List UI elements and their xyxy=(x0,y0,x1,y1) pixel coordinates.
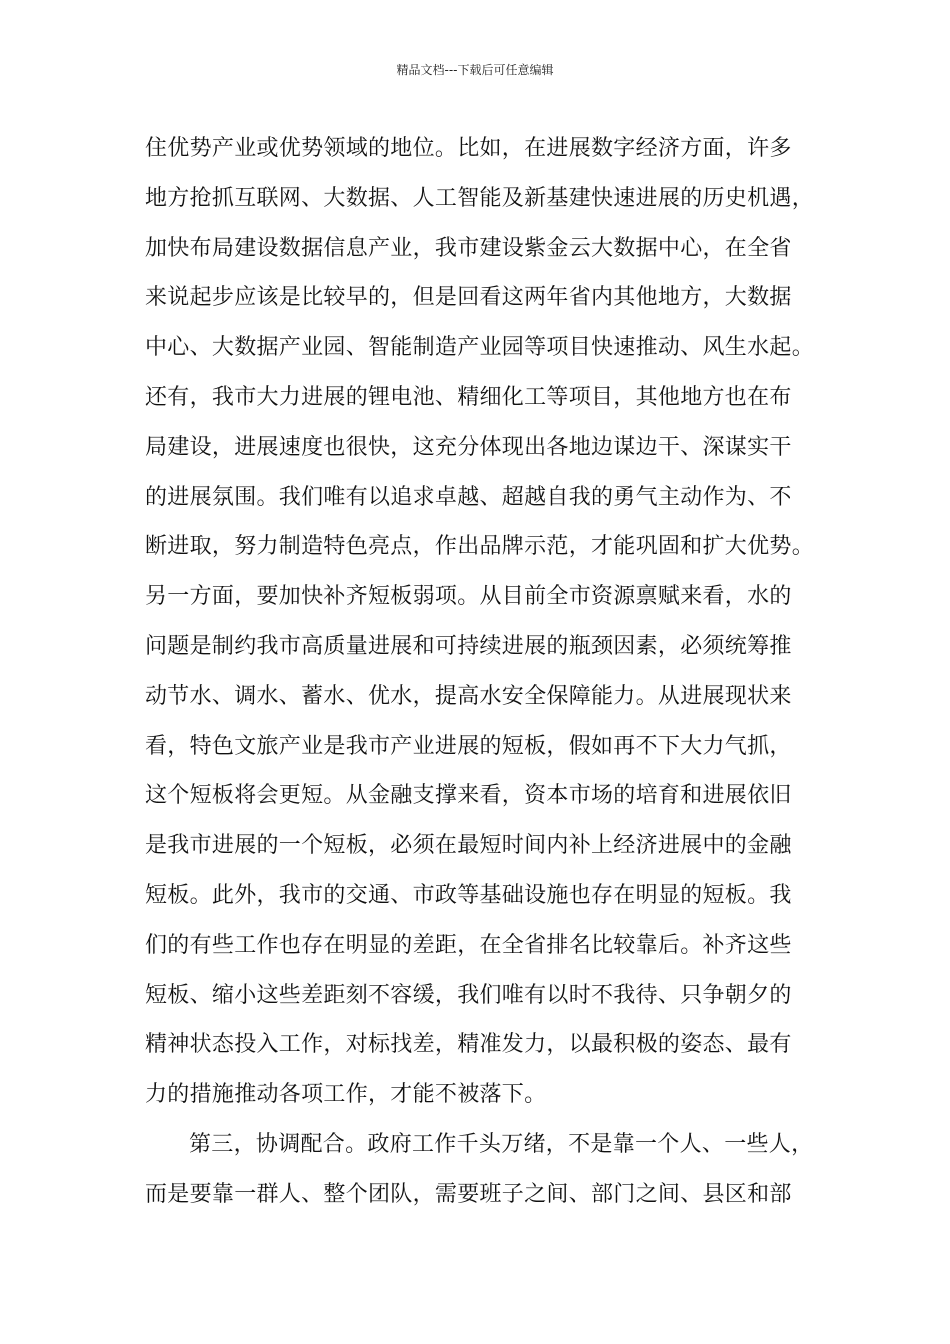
text-line: 看，特色文旅产业是我市产业进展的短板，假如再不下大力气抓， xyxy=(145,733,792,759)
text-line: 另一方面，要加快补齐短板弱项。从目前全市资源禀赋来看，水的 xyxy=(145,584,792,610)
text-line: 住优势产业或优势领域的地位。比如，在进展数字经济方面，许多 xyxy=(145,136,792,161)
text-line: 动节水、调水、蓄水、优水，提高水安全保障能力。从进展现状来 xyxy=(145,683,792,709)
text-line: 的进展氛围。我们唯有以追求卓越、超越自我的勇气主动作为、不 xyxy=(145,484,792,510)
text-line: 局建设，进展速度也很快，这充分体现出各地边谋边干、深谋实干 xyxy=(145,434,792,460)
paragraph-start-line: 第三，协调配合。政府工作千头万绪，不是靠一个人、一些人， xyxy=(189,1131,814,1157)
page-header: 精品文档---下载后可任意编辑 xyxy=(396,63,554,77)
text-line: 中心、大数据产业园、智能制造产业园等项目快速推动、风生水起。 xyxy=(145,335,815,361)
text-line: 们的有些工作也存在明显的差距，在全省排名比较靠后。补齐这些 xyxy=(145,932,792,958)
text-line: 是我市进展的一个短板，必须在最短时间内补上经济进展中的金融 xyxy=(145,833,792,859)
text-line: 还有，我市大力进展的锂电池、精细化工等项目，其他地方也在布 xyxy=(145,384,792,410)
text-line: 断进取，努力制造特色亮点，作出品牌示范，才能巩固和扩大优势。 xyxy=(145,534,815,560)
text-line: 精神状态投入工作，对标找差，精准发力，以最积极的姿态、最有 xyxy=(145,1032,792,1058)
text-line: 短板、缩小这些差距刻不容缓，我们唯有以时不我待、只争朝夕的 xyxy=(145,982,792,1008)
text-line: 而是要靠一群人、整个团队，需要班子之间、部门之间、县区和部 xyxy=(145,1181,792,1207)
text-line: 问题是制约我市高质量进展和可持续进展的瓶颈因素，必须统筹推 xyxy=(145,633,792,659)
text-line: 来说起步应该是比较早的，但是回看这两年省内其他地方，大数据 xyxy=(145,285,792,311)
text-line: 短板。此外，我市的交通、市政等基础设施也存在明显的短板。我 xyxy=(145,882,792,908)
text-line: 力的措施推动各项工作，才能不被落下。 xyxy=(145,1082,547,1108)
text-line: 地方抢抓互联网、大数据、人工智能及新基建快速进展的历史机遇， xyxy=(145,185,815,211)
document-body xyxy=(145,124,815,1220)
text-line: 这个短板将会更短。从金融支撑来看，资本市场的培育和进展依旧 xyxy=(145,783,792,809)
text-line: 加快布局建设数据信息产业，我市建设紫金云大数据中心，在全省 xyxy=(145,235,792,261)
